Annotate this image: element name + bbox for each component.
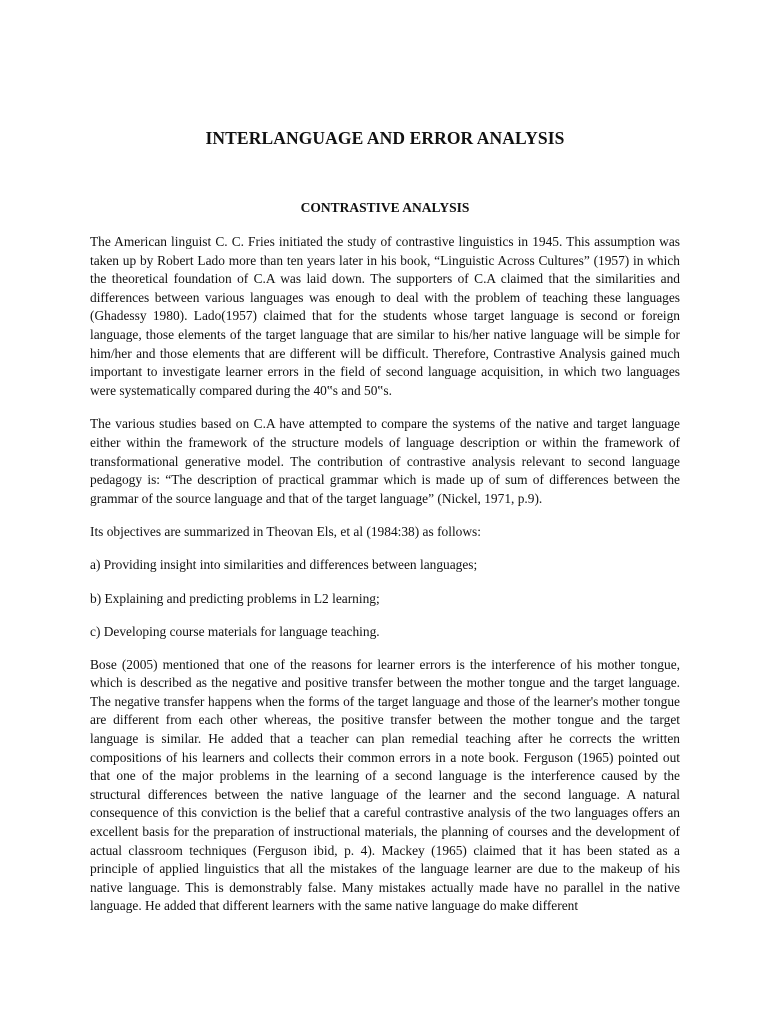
objective-item-c: c) Developing course materials for language teaching.	[90, 623, 380, 639]
objective-item-b: b) Explaining and predicting problems in L2 learning;	[90, 590, 380, 606]
paragraph-bose: Bose (2005) mentioned that one of the reasons for learner errors is the interference of his mother tongue, which is described as the negative and positive transfer between the mother tongue and the target language. The negative transfer happens when the forms of the target language and those of the learner's mother tongue are different from each other whereas, the positive transfer between the mother tongue and the target language is similar. He added that a teacher can plan remedial teaching after he corrects the written compositions of his learners and collects their common errors in a note book. Ferguson (1965) pointed out that one of the major problems in the learning of a second language is the interference caused by the structural differences between the native language of the learner and the second language. A natural consequence of this conviction is the belief that a careful contrastive analysis of the two languages offers an excellent basis for the preparation of instructional materials, the planning of courses and the development of actual classroom techniques (Ferguson ibid, p. 4). Mackey (1965) claimed that it has been stated as a principle of applied linguistics that all the mistakes of the language learner are due to the makeup of his native language. This is demonstrably false. Many mistakes actually made have no parallel in the native language. He added that different learners with the same native language do make different	[90, 656, 680, 914]
paragraph-intro: The American linguist C. C. Fries initiated the study of contrastive linguistics in 1945. This assumption was taken up by Robert Lado more than ten years later in his book, “Linguistic Across Cultures” (1957) in which the theoretical foundation of C.A was laid down. The supporters of C.A claimed that the similarities and differences between various languages was enough to deal with the problem of teaching these languages (Ghadessy 1980). Lado(1957) claimed that for the students whose target language is second or foreign language, those elements of the target language that are similar to his/her native language will be simple for him/her and those elements that are different will be difficult. Therefore, Contrastive Analysis gained much important to investigate learner errors in the field of second language acquisition, in which two languages were systematically compared during the 40‟s and 50‟s.	[90, 234, 680, 398]
paragraph-objectives-intro: Its objectives are summarized in Theovan Els, et al (1984:38) as follows:	[90, 524, 481, 540]
paragraph-studies: The various studies based on C.A have attempted to compare the systems of the native and target language either within the framework of the structure models of language description or within the framework of transformational generative model. The contribution of contrastive analysis relevant to second language pedagogy is: “The description of practical grammar which is made up of sum of differences between the grammar of the source language and that of the target language” (Nickel, 1971, p.9).	[90, 416, 680, 506]
objective-item-a: a) Providing insight into similarities and differences between languages;	[90, 557, 478, 573]
document-body	[90, 233, 680, 931]
section-heading: CONTRASTIVE ANALYSIS	[300, 200, 470, 215]
document-page	[90, 0, 680, 1024]
document-title: INTERLANGUAGE AND ERROR ANALYSIS	[205, 128, 565, 148]
